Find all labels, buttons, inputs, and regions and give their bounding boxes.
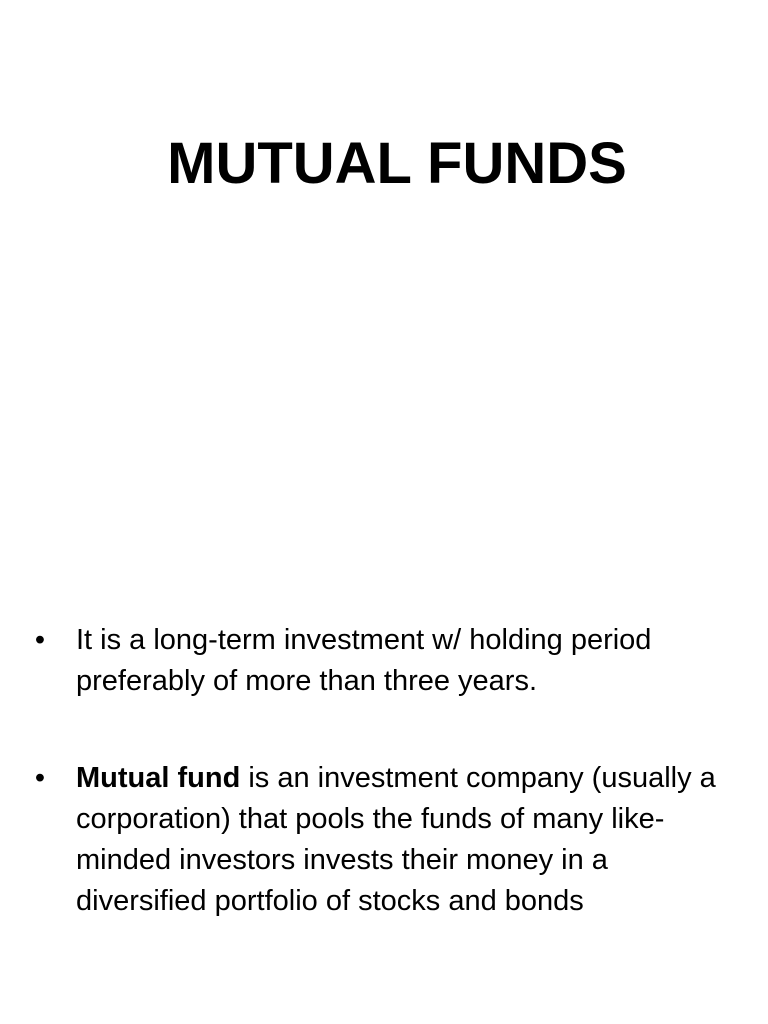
bullet-item bbox=[28, 620, 728, 702]
bullet-list bbox=[28, 620, 728, 922]
bullet-text: is an investment company (usually a corporation) that pools the funds of many like-minded investors invests their money in a diversified portfolio of stocks and bonds bbox=[76, 762, 716, 917]
bullet-item bbox=[28, 758, 728, 922]
slide-title: MUTUAL FUNDS bbox=[167, 131, 627, 196]
bullet-marker: • bbox=[34, 762, 46, 794]
bullet-bold-term: Mutual fund bbox=[76, 762, 241, 794]
bullet-marker: • bbox=[34, 624, 46, 656]
bullet-text: It is a long-term investment w/ holding period preferably of more than three years. bbox=[76, 624, 652, 697]
